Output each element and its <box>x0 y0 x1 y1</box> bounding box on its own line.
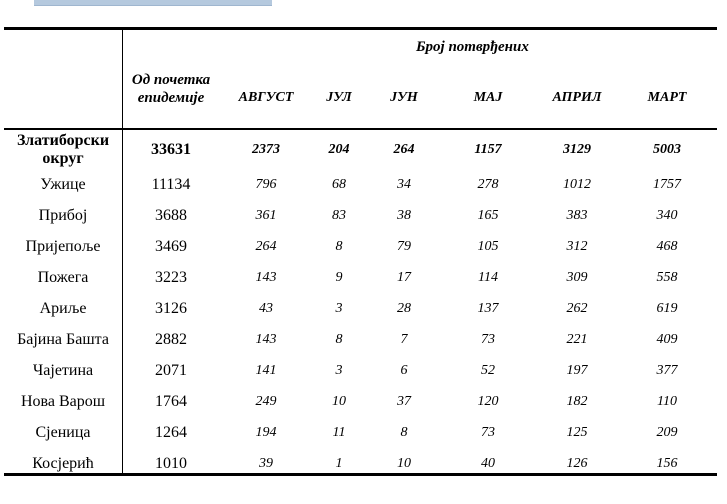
row-month-value: 1 <box>335 455 343 471</box>
row-total: 2882 <box>155 330 187 348</box>
row-name: Косјерић <box>32 454 94 472</box>
row-month-value: 309 <box>566 269 588 285</box>
column-header-month: МАЈ <box>473 90 503 105</box>
row-month-value: 39 <box>259 455 273 471</box>
row-month-value: 8 <box>335 238 343 254</box>
row-month-value: 125 <box>566 424 588 440</box>
table-row <box>4 417 717 448</box>
row-total: 11134 <box>151 175 191 193</box>
column-header-month: АПРИЛ <box>552 90 602 105</box>
row-month-value: 3 <box>335 362 343 378</box>
row-month-value: 37 <box>397 393 411 409</box>
cases-table <box>4 27 717 476</box>
row-month-value: 264 <box>255 238 277 254</box>
row-month-value: 249 <box>255 393 277 409</box>
row-month-value: 221 <box>566 331 588 347</box>
row-month-value: 3129 <box>563 141 591 157</box>
row-month-value: 340 <box>656 207 678 223</box>
row-month-value: 796 <box>255 176 277 192</box>
row-month-value: 278 <box>477 176 499 192</box>
row-month-value: 8 <box>335 331 343 347</box>
row-month-value: 126 <box>566 455 588 471</box>
row-month-value: 262 <box>566 300 588 316</box>
row-month-value: 377 <box>656 362 678 378</box>
row-name: Чајетина <box>32 361 94 379</box>
row-month-value: 619 <box>656 300 678 316</box>
row-month-value: 312 <box>566 238 588 254</box>
row-month-value: 73 <box>481 331 495 347</box>
row-name: Прибој <box>38 206 88 224</box>
table-row <box>4 231 717 262</box>
row-name: Пријепоље <box>25 237 101 255</box>
row-month-value: 468 <box>656 238 678 254</box>
row-total: 3223 <box>155 268 187 286</box>
row-month-value: 182 <box>566 393 588 409</box>
group-header: Број потврђених <box>416 39 529 55</box>
row-month-value: 110 <box>657 393 677 409</box>
row-name: Ариље <box>39 299 87 317</box>
row-month-value: 105 <box>477 238 499 254</box>
row-month-value: 197 <box>566 362 588 378</box>
row-total: 3688 <box>155 206 187 224</box>
row-month-value: 28 <box>397 300 411 316</box>
row-month-value: 7 <box>400 331 408 347</box>
row-month-value: 2373 <box>252 141 280 157</box>
row-month-value: 6 <box>400 362 408 378</box>
column-header-month: ЈУН <box>390 90 418 105</box>
row-month-value: 209 <box>656 424 678 440</box>
highlighted-text-strip <box>34 0 272 6</box>
table-row <box>4 448 717 479</box>
row-name: Бајина Башта <box>17 330 109 348</box>
row-month-value: 43 <box>259 300 273 316</box>
row-month-value: 137 <box>477 300 499 316</box>
column-header-total: Од почетка епидемије <box>131 72 211 106</box>
row-name: Нова Варош <box>20 392 106 410</box>
row-month-value: 264 <box>393 141 415 157</box>
row-month-value: 156 <box>656 455 678 471</box>
row-month-value: 409 <box>656 331 678 347</box>
column-header-month: АВГУСТ <box>238 90 294 105</box>
table-row <box>4 324 717 355</box>
row-month-value: 1157 <box>474 141 502 157</box>
row-total: 1764 <box>155 392 187 410</box>
row-month-value: 10 <box>397 455 411 471</box>
row-month-value: 558 <box>656 269 678 285</box>
row-month-value: 1012 <box>563 176 591 192</box>
table-row <box>4 130 717 169</box>
row-month-value: 11 <box>332 424 346 440</box>
table-row <box>4 355 717 386</box>
table-row <box>4 386 717 417</box>
table-row <box>4 169 717 200</box>
row-month-value: 204 <box>328 141 350 157</box>
row-month-value: 3 <box>335 300 343 316</box>
row-total: 3126 <box>155 299 187 317</box>
row-month-value: 143 <box>255 269 277 285</box>
row-month-value: 1757 <box>653 176 681 192</box>
row-total: 2071 <box>155 361 187 379</box>
row-month-value: 9 <box>335 269 343 285</box>
table-row <box>4 262 717 293</box>
row-month-value: 79 <box>397 238 411 254</box>
row-month-value: 73 <box>481 424 495 440</box>
row-total: 1264 <box>155 423 187 441</box>
row-month-value: 120 <box>477 393 499 409</box>
row-month-value: 194 <box>255 424 277 440</box>
row-month-value: 17 <box>397 269 411 285</box>
column-header-month: МАРТ <box>647 90 687 105</box>
row-month-value: 68 <box>332 176 346 192</box>
row-month-value: 165 <box>477 207 499 223</box>
row-month-value: 114 <box>478 269 498 285</box>
row-month-value: 5003 <box>653 141 681 157</box>
table-top-rule <box>4 27 717 30</box>
row-month-value: 8 <box>400 424 408 440</box>
row-total: 3469 <box>155 237 187 255</box>
row-name: Златиборски округ <box>16 131 110 167</box>
row-month-value: 52 <box>481 362 495 378</box>
row-name: Сјеница <box>35 423 91 441</box>
row-month-value: 361 <box>255 207 277 223</box>
table-body <box>4 130 717 479</box>
row-month-value: 143 <box>255 331 277 347</box>
row-total: 33631 <box>151 140 191 158</box>
row-total: 1010 <box>155 454 187 472</box>
row-month-value: 383 <box>566 207 588 223</box>
column-header-month: ЈУЛ <box>326 90 352 105</box>
table-row <box>4 293 717 324</box>
row-month-value: 83 <box>332 207 346 223</box>
row-month-value: 38 <box>397 207 411 223</box>
row-month-value: 141 <box>255 362 277 378</box>
row-name: Ужице <box>40 175 86 193</box>
row-name: Пожега <box>37 268 89 286</box>
row-month-value: 40 <box>481 455 495 471</box>
table-row <box>4 200 717 231</box>
row-month-value: 34 <box>397 176 411 192</box>
row-month-value: 10 <box>332 393 346 409</box>
